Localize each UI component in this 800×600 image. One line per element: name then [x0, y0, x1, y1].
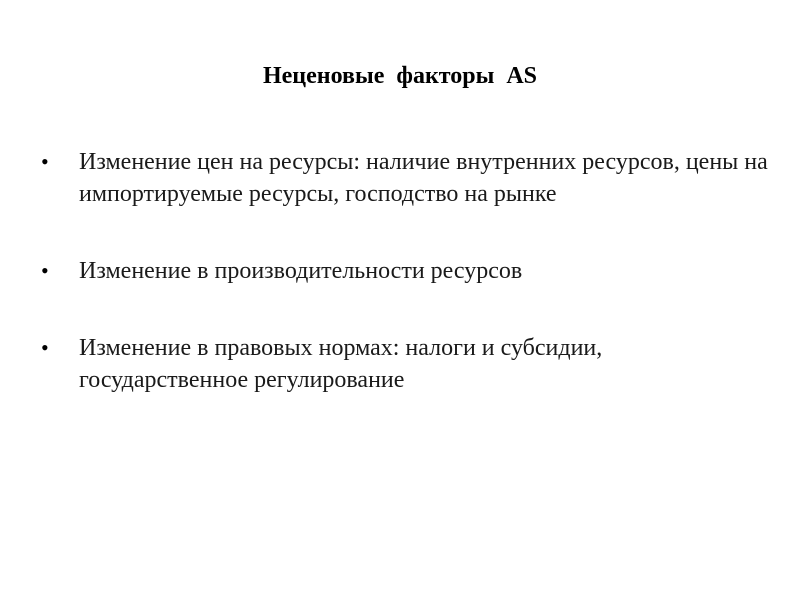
- bullet-text: Изменение в производительности ресурсов: [79, 258, 523, 284]
- bullet-text: Изменение цен на ресурсы: наличие внутренних ресурсов, цены на импортируемые ресурсы, господство на рынке: [79, 149, 768, 207]
- bullet-item-legal-norms: [40, 332, 770, 396]
- bullet-marker: •: [41, 149, 49, 174]
- bullet-item-resource-prices: [40, 146, 770, 210]
- slide-title: Неценовые факторы AS: [262, 63, 538, 89]
- bullet-marker: •: [41, 258, 49, 283]
- bullet-list: [40, 146, 770, 396]
- bullet-item-productivity: [40, 255, 770, 287]
- bullet-text: Изменение в правовых нормах: налоги и субсидии, государственное регулирование: [79, 335, 603, 393]
- bullet-marker: •: [41, 335, 49, 360]
